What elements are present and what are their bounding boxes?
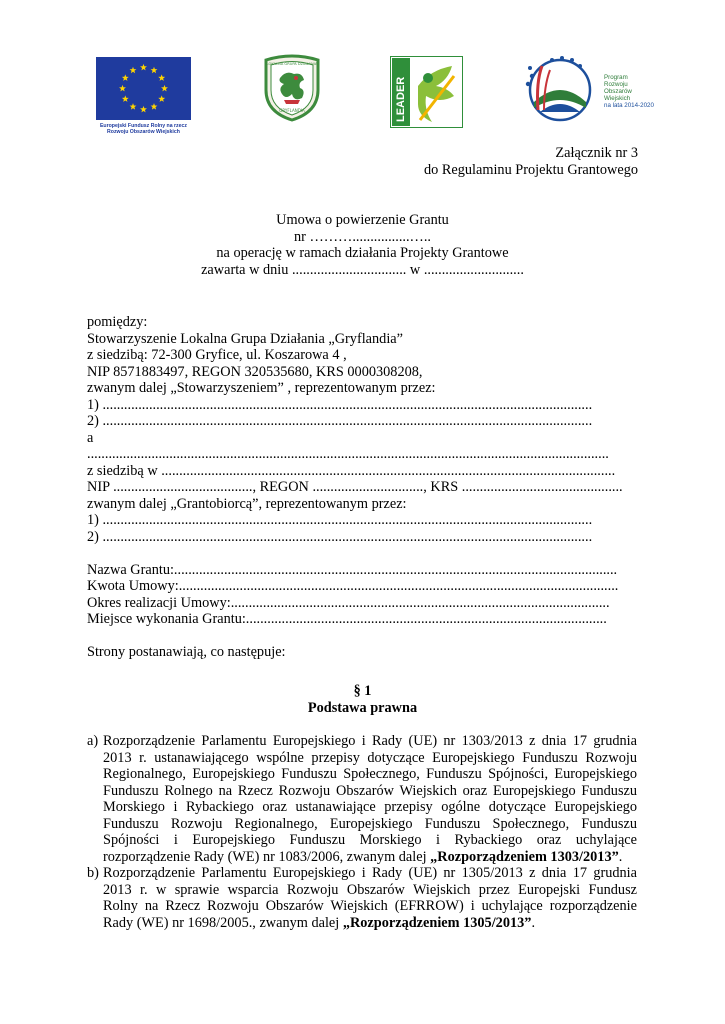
item-line: Funduszu Rolnego na Rzecz Rozwoju Obszarów Wiejskich oraz Europejskiego Funduszu	[103, 782, 637, 799]
lgd-text-bottom: GRYFLANDIA	[279, 108, 305, 113]
item-line: Regionalnego, Europejskiego Funduszu Społecznego, Funduszu Spójności, Europejskiego	[103, 766, 637, 782]
parties-line: Miejsce wykonania Grantu:.....................................................................................................	[87, 611, 607, 627]
defined-term: „Rozporządzeniem 1305/2013”	[342, 914, 532, 931]
parties-line: Kwota Umowy:...........................................................................................................................	[87, 578, 619, 594]
prow-line-5: na lata 2014-2020	[604, 102, 654, 109]
parties-line: zwanym dalej „Grantobiorcą”, reprezentowanym przez:	[87, 495, 407, 512]
item-last-line	[103, 915, 637, 932]
prow-caption	[604, 74, 654, 109]
list-marker: b)	[87, 865, 99, 881]
contract-operation: na operację w ramach działania Projekty Grantowe	[216, 245, 509, 261]
parties-line: Okres realizacji Umowy:..........................................................................................................	[87, 594, 610, 611]
item-line: Morskiego i Rybackiego oraz ustanawiające przepisy ogólne dotyczące Europejskiego	[103, 799, 637, 815]
eu-star-icon	[151, 103, 158, 110]
section-number: § 1	[353, 683, 372, 699]
leader-text: LEADER	[395, 76, 407, 122]
item-line: Rozporządzenie Parlamentu Europejskiego i Rady (UE) nr 1303/2013 z dnia 17 grudnia	[103, 733, 637, 749]
eu-star-icon	[122, 74, 129, 81]
parties-block	[87, 314, 637, 661]
contract-date-place: zawarta w dniu ................................ w ............................	[201, 262, 524, 278]
eu-star-icon	[140, 106, 147, 113]
eu-stars-icon	[96, 57, 191, 120]
gryflandia-crest-icon	[262, 54, 322, 122]
prow-line-2: Rozwoju	[604, 81, 628, 88]
parties-line: zwanym dalej „Stowarzyszeniem” , reprezentowanym przez:	[87, 380, 436, 396]
item-line: Rolny na Rzecz Rozwoju Obszarów Wiejskich (EFRROW) i uchylające rozporządzenie	[103, 898, 637, 914]
eu-star-icon	[151, 67, 158, 74]
eu-caption-line-2: Rozwoju Obszarów Wiejskich	[107, 129, 180, 135]
item-last-suffix: .	[618, 848, 623, 865]
parties-line: 1) .........................................................................................................................................	[87, 512, 593, 528]
eu-star-icon	[161, 85, 168, 92]
prow-line-4: Wiejskich	[604, 95, 631, 102]
eu-star-icon	[140, 64, 147, 71]
prow-emblem-icon	[518, 52, 602, 122]
eu-flag-logo	[96, 57, 191, 135]
defined-term: „Rozporządzeniem 1303/2013”	[430, 848, 619, 865]
legal-basis-item	[87, 865, 637, 931]
eu-caption	[96, 123, 191, 135]
list-marker: a)	[87, 733, 99, 749]
parties-line: a	[87, 429, 94, 446]
item-last-text: rozporządzenie Rady (WE) nr 1083/2006, zwanym dalej	[103, 848, 431, 865]
parties-line: z siedzibą: 72-300 Gryfice, ul. Koszarowa 4 ,	[87, 347, 347, 363]
attachment-regulation: do Regulaminu Projektu Grantowego	[423, 162, 638, 178]
eu-star-icon	[119, 85, 126, 92]
item-last-line	[103, 849, 637, 866]
item-line: Rozporządzenie Parlamentu Europejskiego i Rady (UE) nr 1305/2013 z dnia 17 grudnia	[103, 865, 637, 881]
eu-star-icon	[130, 67, 137, 74]
item-last-suffix: .	[531, 914, 536, 931]
legal-basis-list	[87, 733, 637, 931]
eu-star-icon	[158, 95, 165, 102]
contract-title: Umowa o powierzenie Grantu	[276, 212, 449, 228]
eu-flag	[96, 57, 191, 120]
item-line: Funduszu Rozwoju Regionalnego, Europejskiego Funduszu Społecznego, Funduszu	[103, 815, 637, 832]
parties-line: Strony postanawiają, co następuje:	[87, 644, 286, 660]
attachment-number: Załącznik nr 3	[555, 145, 638, 161]
lgd-text-top: LOKALNA GRUPA DZIAŁANIA	[266, 62, 318, 66]
leader-icon	[390, 56, 463, 128]
item-line: 2013 r. w sprawie wsparcia Rozwoju Obszarów Wiejskich przez Europejski Fundusz	[103, 881, 637, 898]
item-line: 2013 r. ustanawiającego wspólne przepisy dotyczące Europejskiego Funduszu Rozwoju	[103, 749, 637, 766]
leader-logo	[390, 56, 463, 128]
parties-line: ..................................................................................................................................................	[87, 446, 609, 462]
eu-caption-line-1: Europejski Fundusz Rolny na rzecz	[99, 123, 188, 129]
parties-line: pomiędzy:	[87, 314, 148, 330]
eu-star-icon	[158, 74, 165, 81]
lgd-gryflandia-logo	[262, 54, 322, 122]
parties-line: Stowarzyszenie Lokalna Grupa Działania „Gryflandia”	[87, 330, 403, 347]
prow-2014-2020-logo	[518, 52, 668, 122]
legal-basis-item	[87, 733, 637, 865]
parties-line: 2) .........................................................................................................................................	[87, 413, 593, 429]
parties-line: NIP ......................................., REGON ..............................., KRS .............................................	[87, 479, 623, 495]
parties-line: z siedzibą w ...............................................................................................................................	[87, 462, 616, 479]
parties-line	[87, 545, 637, 562]
parties-line: 2) .........................................................................................................................................	[87, 528, 593, 545]
prow-line-3: Obszarów	[604, 88, 632, 95]
parties-line: NIP 8571883497, REGON 320535680, KRS 0000308208,	[87, 363, 423, 380]
prow-line-1: Program	[604, 74, 628, 81]
eu-star-icon	[130, 103, 137, 110]
eu-star-icon	[122, 95, 129, 102]
logo-bar	[0, 52, 725, 152]
parties-line: Nazwa Grantu:............................................................................................................................	[87, 561, 618, 578]
parties-line	[87, 628, 637, 645]
item-line: Spójności i Europejskiego Funduszu Morskiego i Rybackiego oraz uchylające	[103, 832, 637, 848]
section-heading: Podstawa prawna	[307, 700, 418, 716]
item-last-text: Rady (WE) nr 1698/2005., zwanym dalej	[103, 914, 343, 931]
contract-number: nr ………................…..	[293, 229, 431, 245]
parties-line: 1) .........................................................................................................................................	[87, 396, 593, 413]
